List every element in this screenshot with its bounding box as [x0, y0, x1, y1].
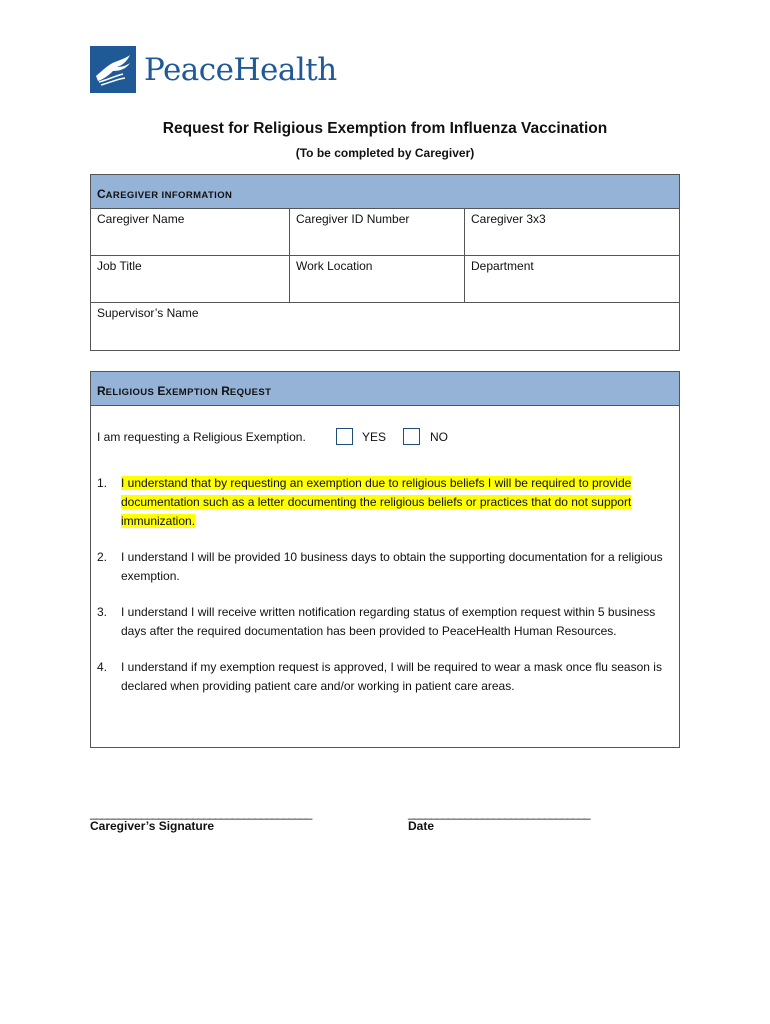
caregiver-3x3-field[interactable]: Caregiver 3x3: [471, 212, 546, 226]
caregiver-row-2: [91, 256, 679, 303]
list-item: 1. I understand that by requesting an exemption due to religious beliefs I will be required to provide documentation such as a letter documenting the religious beliefs or practices that do not support immunization.: [97, 476, 632, 528]
form-title: Request for Religious Exemption from Influenza Vaccination: [162, 120, 608, 137]
department-field[interactable]: Department: [471, 259, 534, 273]
signature-line[interactable]: _______________________________________: [90, 806, 312, 820]
religious-exemption-heading: RELIGIOUS EXEMPTION REQUEST: [91, 372, 679, 406]
logo-wordmark: PeaceHealth: [144, 51, 337, 88]
date-label: Date: [408, 819, 435, 833]
yes-label: YES: [362, 430, 387, 444]
highlighted-statement: I understand that by requesting an exemption due to religious beliefs I will be required to provide documentation such as a letter documenting the religious beliefs or practices that do not support immunization.: [121, 476, 632, 528]
form-subtitle: (To be completed by Caregiver): [295, 146, 475, 160]
religious-exemption-table: [90, 371, 680, 748]
statement-text: I understand I will be provided 10 business days to obtain the supporting documentation for a religious exemption.: [121, 550, 663, 583]
no-label: NO: [430, 430, 448, 444]
list-item: 3. I understand I will receive written notification regarding status of exemption request within 5 business days after the required documentation has been provided to PeaceHealth Human Resources.: [97, 603, 671, 641]
caregiver-name-field[interactable]: Caregiver Name: [91, 209, 290, 255]
supervisor-name-field[interactable]: Supervisor’s Name: [97, 306, 199, 320]
yes-checkbox[interactable]: [336, 428, 353, 445]
list-item: 2. I understand I will be provided 10 business days to obtain the supporting documentation for a religious exemption.: [97, 548, 671, 586]
exemption-request-question: I am requesting a Religious Exemption.: [97, 430, 306, 444]
caregiver-information-table: [90, 174, 680, 351]
statement-text: I understand if my exemption request is approved, I will be required to wear a mask once flu season is declared when providing patient care and/or working in patient care areas.: [121, 660, 662, 693]
job-title-field[interactable]: Job Title: [91, 256, 290, 302]
caregiver-row-3: [91, 303, 679, 350]
peacehealth-logo: [90, 46, 337, 93]
work-location-field[interactable]: Work Location: [290, 256, 465, 302]
statement-text: I understand I will receive written notification regarding status of exemption request within 5 business days after the required documentation has been provided to PeaceHealth Human Resources.: [121, 605, 656, 638]
date-line[interactable]: ________________________________: [408, 806, 590, 820]
caregiver-information-heading: CAREGIVER INFORMATION: [91, 175, 679, 209]
caregiver-id-field[interactable]: Caregiver ID Number: [290, 209, 465, 255]
list-item: 4. I understand if my exemption request is approved, I will be required to wear a mask once flu season is declared when providing patient care and/or working in patient care areas.: [97, 658, 671, 696]
caregiver-signature-label: Caregiver’s Signature: [90, 819, 215, 833]
dove-icon: [90, 46, 136, 93]
caregiver-row-1: [91, 209, 679, 256]
no-checkbox[interactable]: [403, 428, 420, 445]
acknowledgement-list: [97, 474, 671, 713]
